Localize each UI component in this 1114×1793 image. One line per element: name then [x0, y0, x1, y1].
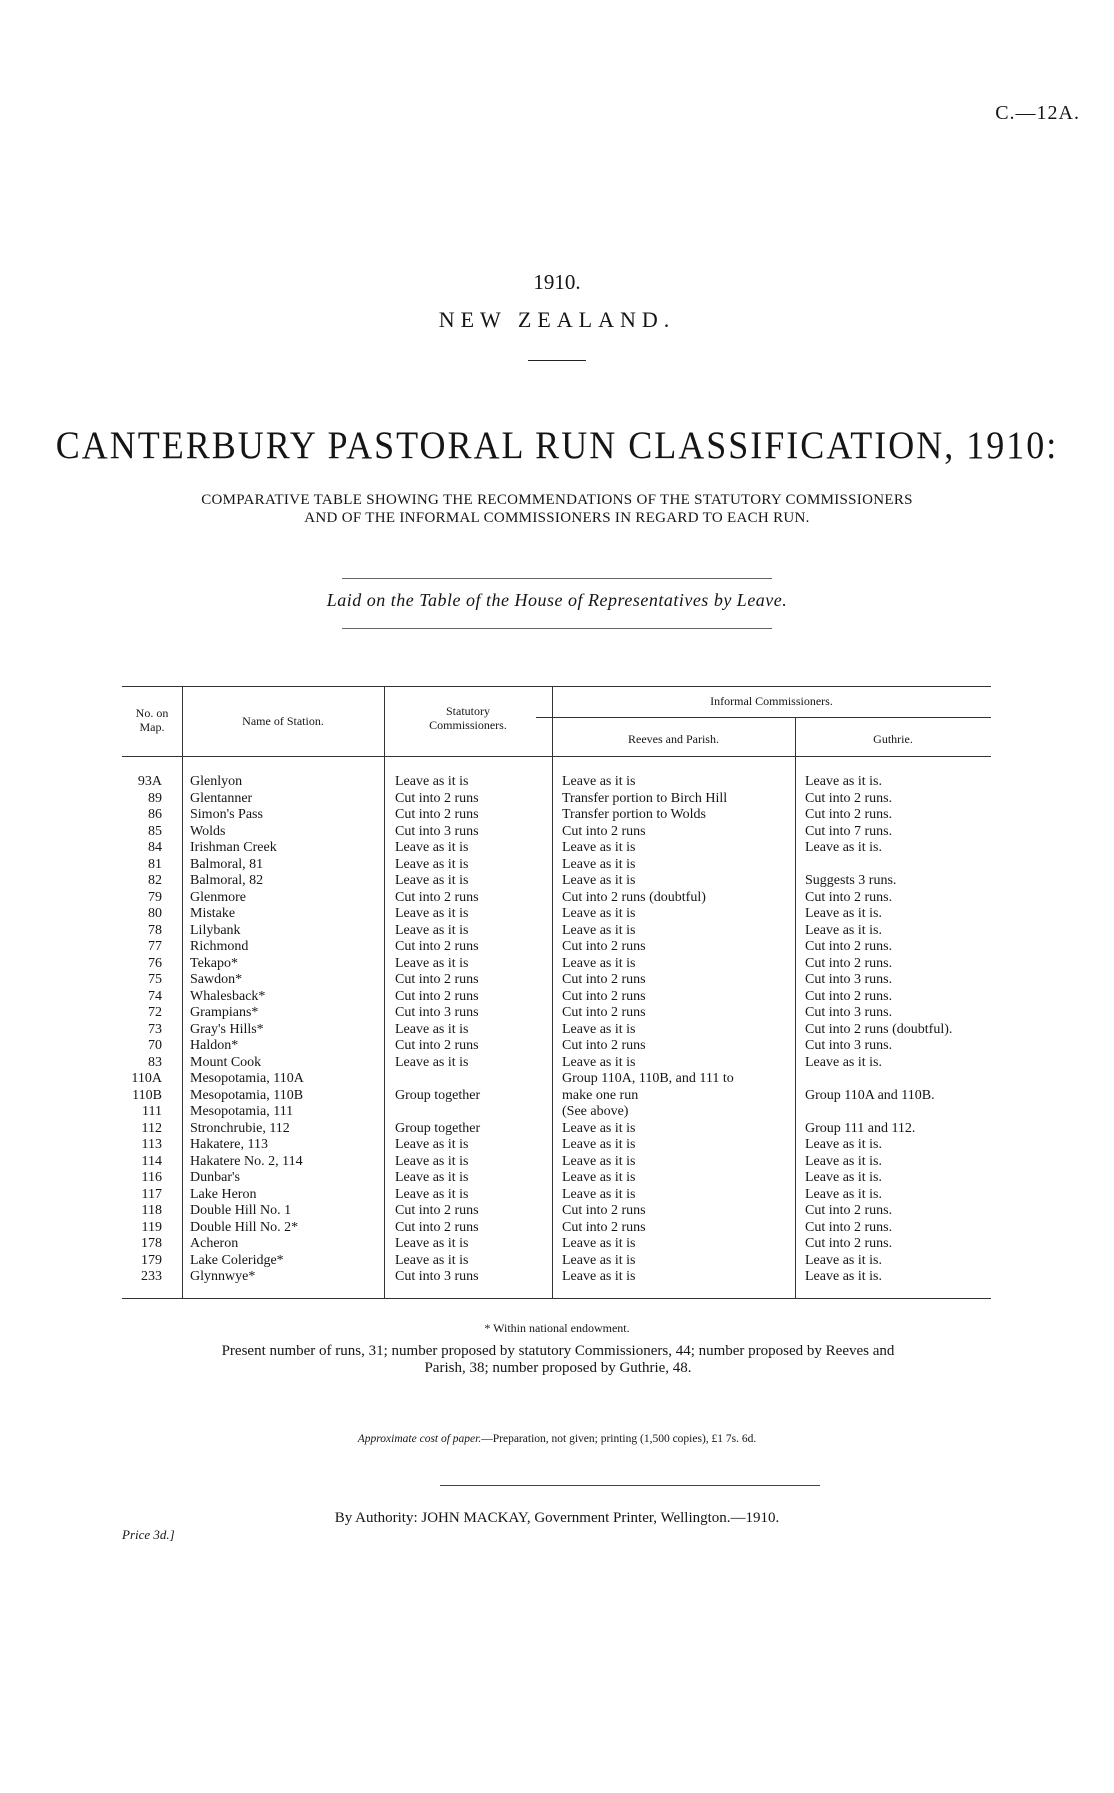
map-number-cell: 179 [141, 1252, 162, 1268]
reeves-parish-cell: Leave as it is [562, 1186, 636, 1202]
statutory-cell: Leave as it is [395, 1054, 469, 1070]
table-row [122, 1269, 991, 1286]
statutory-cell: Group together [395, 1120, 481, 1136]
table-row [122, 1071, 991, 1088]
station-name-cell: Irishman Creek [190, 840, 277, 855]
laid-on-table-line: Laid on the Table of the House of Representatives by Leave. [326, 590, 788, 610]
statutory-cell: Leave as it is [395, 955, 469, 971]
reeves-parish-cell: Transfer portion to Birch Hill [562, 790, 728, 806]
reeves-parish-cell: Cut into 2 runs [562, 972, 646, 987]
station-name-cell: Mount Cook [190, 1054, 262, 1070]
map-number-cell: 85 [148, 823, 162, 839]
document-title: CANTERBURY PASTORAL RUN CLASSIFICATION, 1910: [55, 423, 1059, 467]
price-note: Price 3d.] [122, 1527, 175, 1542]
map-number-cell: 119 [141, 1219, 162, 1235]
table-top-rule [122, 686, 991, 687]
header-statutory-line-1: Statutory [446, 704, 490, 718]
guthrie-cell: Suggests 3 runs. [805, 873, 897, 888]
header-no-on: No. on [135, 706, 169, 720]
map-number-cell: 80 [148, 906, 162, 921]
guthrie-cell: Cut into 2 runs. [805, 807, 893, 822]
station-name-cell: Lilybank [190, 922, 241, 938]
station-name-cell: Simon's Pass [190, 807, 263, 822]
guthrie-cell: Leave as it is. [805, 1269, 882, 1284]
reeves-parish-cell: Cut into 2 runs [562, 1038, 646, 1053]
reeves-parish-cell: Leave as it is [562, 840, 636, 855]
statutory-cell: Leave as it is [395, 922, 469, 938]
table-row [122, 1154, 991, 1171]
station-name-cell: Sawdon* [190, 972, 243, 987]
statutory-cell: Leave as it is [395, 1186, 469, 1202]
header-map: Map. [139, 720, 165, 734]
document-subtitle [120, 491, 994, 527]
cost-of-paper [0, 1433, 1114, 1445]
station-name-cell: Glenmore [190, 889, 246, 905]
reeves-parish-cell: Transfer portion to Wolds [562, 807, 706, 822]
map-number-cell: 82 [148, 873, 162, 888]
map-number-cell: 112 [141, 1120, 162, 1136]
station-name-cell: Double Hill No. 2* [190, 1219, 299, 1235]
station-name-cell: Mesopotamia, 110B [190, 1087, 304, 1103]
summary-line-2: Parish, 38; number proposed by Guthrie, 48. [424, 1360, 692, 1376]
guthrie-cell: Cut into 3 runs. [805, 972, 893, 987]
map-number-cell: 76 [148, 955, 162, 971]
station-name-cell: Haldon* [190, 1038, 239, 1053]
table-row [122, 774, 991, 791]
table-row [122, 1005, 991, 1022]
table-row [122, 1104, 991, 1121]
guthrie-cell: Group 111 and 112. [805, 1120, 916, 1136]
divider-authority [440, 1485, 820, 1486]
statutory-cell: Leave as it is [395, 840, 469, 855]
station-name-cell: Wolds [190, 823, 226, 839]
map-number-cell: 74 [148, 988, 162, 1004]
station-name-cell: Tekapo* [190, 955, 239, 971]
table-row [122, 1121, 991, 1138]
guthrie-cell: Leave as it is. [805, 906, 882, 921]
table-row [122, 1203, 991, 1220]
subtitle-line-2: AND OF THE INFORMAL COMMISSIONERS IN REGARD TO EACH RUN. [304, 510, 810, 526]
reeves-parish-cell: Leave as it is [562, 955, 636, 971]
guthrie-cell: Cut into 2 runs (doubtful). [805, 1021, 953, 1037]
guthrie-cell: Cut into 2 runs. [805, 889, 893, 905]
guthrie-cell: Leave as it is. [805, 1170, 882, 1185]
guthrie-cell: Leave as it is. [805, 922, 882, 938]
guthrie-cell: Leave as it is. [805, 1137, 882, 1152]
table-body [122, 774, 991, 1286]
statutory-cell: Cut into 2 runs [395, 1038, 479, 1053]
map-number-cell: 117 [141, 1186, 162, 1202]
statutory-cell: Leave as it is [395, 1021, 469, 1037]
guthrie-cell: Leave as it is. [805, 774, 882, 789]
map-number-cell: 178 [141, 1236, 162, 1251]
table-row [122, 890, 991, 907]
table-row [122, 1170, 991, 1187]
statutory-cell: Leave as it is [395, 856, 469, 872]
statutory-cell: Cut into 2 runs [395, 972, 479, 987]
table-row [122, 1236, 991, 1253]
statutory-cell: Leave as it is [395, 1252, 469, 1268]
reeves-parish-cell: Leave as it is [562, 873, 636, 888]
reeves-parish-cell: Leave as it is [562, 1153, 636, 1169]
table-row [122, 972, 991, 989]
map-number-cell: 116 [141, 1170, 162, 1185]
table-row [122, 956, 991, 973]
table-row [122, 1088, 991, 1105]
station-name-cell: Whalesback* [190, 988, 266, 1004]
reeves-parish-cell: Cut into 2 runs [562, 823, 646, 839]
reeves-parish-cell: Group 110A, 110B, and 111 to [562, 1071, 734, 1086]
header-guthrie: Guthrie. [873, 732, 913, 746]
table-row [122, 923, 991, 940]
header-informal: Informal Commissioners. [710, 694, 833, 708]
station-name-cell: Grampians* [190, 1005, 259, 1020]
reeves-parish-cell: Cut into 2 runs [562, 939, 646, 954]
informal-divider-rule [536, 717, 991, 718]
station-name-cell: Hakatere No. 2, 114 [190, 1153, 303, 1169]
reeves-parish-cell: Leave as it is [562, 1054, 636, 1070]
map-number-cell: 83 [148, 1054, 162, 1070]
map-number-cell: 73 [148, 1021, 162, 1037]
reeves-parish-cell: Leave as it is [562, 906, 636, 921]
map-number-cell: 233 [141, 1269, 162, 1284]
station-name-cell: Acheron [190, 1236, 239, 1251]
table-row [122, 1038, 991, 1055]
table-row [122, 1055, 991, 1072]
cost-label: Approximate cost of paper. [357, 1433, 482, 1445]
statutory-cell: Cut into 3 runs [395, 1269, 479, 1284]
table-row [122, 906, 991, 923]
station-name-cell: Double Hill No. 1 [190, 1203, 292, 1218]
reeves-parish-cell: make one run [562, 1087, 639, 1103]
statutory-cell: Cut into 3 runs [395, 823, 479, 839]
guthrie-cell: Cut into 2 runs. [805, 988, 893, 1004]
guthrie-cell: Cut into 3 runs. [805, 1038, 893, 1053]
map-number-cell: 114 [141, 1153, 162, 1169]
table-row [122, 840, 991, 857]
divider-top [342, 578, 772, 579]
statutory-cell: Cut into 2 runs [395, 988, 479, 1004]
guthrie-cell: Cut into 2 runs. [805, 1236, 893, 1251]
guthrie-cell: Leave as it is. [805, 1186, 882, 1202]
map-number-cell: 78 [148, 922, 162, 938]
reeves-parish-cell: Cut into 2 runs [562, 988, 646, 1004]
table-row [122, 1220, 991, 1237]
reeves-parish-cell: Leave as it is [562, 774, 636, 789]
summary-line-1: Present number of runs, 31; number proposed by statutory Commissioners, 44; number proposed by Reeves and [221, 1343, 895, 1359]
map-number-cell: 89 [148, 790, 162, 806]
map-number-cell: 79 [148, 889, 162, 905]
map-number-cell: 93A [137, 774, 162, 789]
statutory-cell: Leave as it is [395, 774, 469, 789]
table-bottom-rule [122, 1298, 991, 1299]
table-row [122, 989, 991, 1006]
station-name-cell: Glynnwye* [190, 1269, 256, 1284]
cost-detail: —Preparation, not given; printing (1,500 copies), £1 7s. 6d. [481, 1433, 757, 1445]
guthrie-cell: Cut into 2 runs. [805, 955, 893, 971]
reeves-parish-cell: Cut into 2 runs (doubtful) [562, 889, 706, 905]
reeves-parish-cell: Leave as it is [562, 856, 636, 872]
reeves-parish-cell: Leave as it is [562, 1269, 636, 1284]
table-row [122, 1253, 991, 1270]
guthrie-cell: Leave as it is. [805, 1252, 882, 1268]
table-row [122, 1022, 991, 1039]
map-number-cell: 111 [142, 1104, 162, 1119]
guthrie-cell: Leave as it is. [805, 840, 882, 855]
table-row [122, 1137, 991, 1154]
header-station-name: Name of Station. [242, 714, 324, 728]
station-name-cell: Lake Coleridge* [190, 1252, 284, 1268]
statutory-cell: Cut into 2 runs [395, 889, 479, 905]
statutory-cell: Leave as it is [395, 1236, 469, 1251]
map-number-cell: 72 [148, 1005, 162, 1020]
map-number-cell: 70 [148, 1038, 162, 1053]
map-number-cell: 81 [148, 856, 162, 872]
guthrie-cell: Cut into 2 runs. [805, 939, 893, 954]
printer-authority: By Authority: JOHN MACKAY, Government Printer, Wellington.—1910. [334, 1510, 780, 1526]
reeves-parish-cell: Leave as it is [562, 1236, 636, 1251]
reeves-parish-cell: Leave as it is [562, 1137, 636, 1152]
map-number-cell: 113 [141, 1137, 162, 1152]
statutory-cell: Cut into 2 runs [395, 939, 479, 954]
header-statutory-line-2: Commissioners. [429, 718, 507, 732]
map-number-cell: 77 [148, 939, 162, 954]
table-row [122, 791, 991, 808]
reeves-parish-cell: Leave as it is [562, 1170, 636, 1185]
guthrie-cell: Cut into 2 runs. [805, 1219, 893, 1235]
country-heading: NEW ZEALAND. [438, 307, 676, 332]
statutory-cell: Cut into 2 runs [395, 807, 479, 822]
station-name-cell: Glentanner [190, 790, 253, 806]
map-number-cell: 110A [131, 1071, 162, 1086]
divider-short [528, 360, 586, 361]
reeves-parish-cell: Cut into 2 runs [562, 1203, 646, 1218]
guthrie-cell: Cut into 3 runs. [805, 1005, 893, 1020]
station-name-cell: Lake Heron [190, 1186, 257, 1202]
station-name-cell: Gray's Hills* [190, 1021, 264, 1037]
subtitle-line-1: COMPARATIVE TABLE SHOWING THE RECOMMENDATIONS OF THE STATUTORY COMMISSIONERS [201, 492, 913, 508]
header-reeves-parish: Reeves and Parish. [628, 732, 719, 746]
station-name-cell: Mesopotamia, 110A [190, 1071, 304, 1086]
reeves-parish-cell: Cut into 2 runs [562, 1005, 646, 1020]
header-statutory [384, 704, 552, 732]
station-name-cell: Mistake [190, 906, 236, 921]
statutory-cell: Group together [395, 1087, 481, 1103]
station-name-cell: Stronchrubie, 112 [190, 1120, 290, 1136]
statutory-cell: Cut into 2 runs [395, 790, 479, 806]
header-bottom-rule [122, 756, 991, 757]
summary-text [128, 1343, 988, 1377]
statutory-cell: Leave as it is [395, 1170, 469, 1185]
year-heading: 1910. [533, 270, 581, 294]
statutory-cell: Leave as it is [395, 1137, 469, 1152]
reeves-parish-cell: Leave as it is [562, 1021, 636, 1037]
map-number-cell: 84 [148, 840, 162, 855]
table-row [122, 824, 991, 841]
reeves-parish-cell: (See above) [562, 1104, 629, 1119]
table-row [122, 807, 991, 824]
map-number-cell: 86 [148, 807, 162, 822]
table-row [122, 857, 991, 874]
station-name-cell: Dunbar's [190, 1170, 240, 1185]
map-number-cell: 75 [148, 972, 162, 987]
guthrie-cell: Leave as it is. [805, 1153, 882, 1169]
statutory-cell: Cut into 2 runs [395, 1203, 479, 1218]
document-reference: C.—12A. [995, 102, 1080, 124]
footnote: * Within national endowment. [484, 1321, 630, 1335]
reeves-parish-cell: Leave as it is [562, 1120, 636, 1136]
station-name-cell: Richmond [190, 939, 249, 954]
guthrie-cell: Cut into 2 runs. [805, 1203, 893, 1218]
guthrie-cell: Cut into 2 runs. [805, 790, 893, 806]
map-number-cell: 118 [141, 1203, 162, 1218]
table-row [122, 1187, 991, 1204]
header-map-number [122, 706, 182, 734]
table-row [122, 873, 991, 890]
station-name-cell: Mesopotamia, 111 [190, 1104, 294, 1119]
statutory-cell: Leave as it is [395, 873, 469, 888]
guthrie-cell: Group 110A and 110B. [805, 1087, 935, 1103]
guthrie-cell: Leave as it is. [805, 1054, 882, 1070]
statutory-cell: Cut into 2 runs [395, 1219, 479, 1235]
reeves-parish-cell: Leave as it is [562, 1252, 636, 1268]
statutory-cell: Cut into 3 runs [395, 1005, 479, 1020]
guthrie-cell: Cut into 7 runs. [805, 823, 893, 839]
table-row [122, 939, 991, 956]
divider-bottom [342, 628, 772, 629]
station-name-cell: Balmoral, 81 [190, 856, 264, 872]
station-name-cell: Hakatere, 113 [190, 1137, 268, 1152]
station-name-cell: Glenlyon [190, 774, 243, 789]
reeves-parish-cell: Cut into 2 runs [562, 1219, 646, 1235]
map-number-cell: 110B [132, 1087, 162, 1103]
statutory-cell: Leave as it is [395, 1153, 469, 1169]
station-name-cell: Balmoral, 82 [190, 873, 264, 888]
reeves-parish-cell: Leave as it is [562, 922, 636, 938]
statutory-cell: Leave as it is [395, 906, 469, 921]
